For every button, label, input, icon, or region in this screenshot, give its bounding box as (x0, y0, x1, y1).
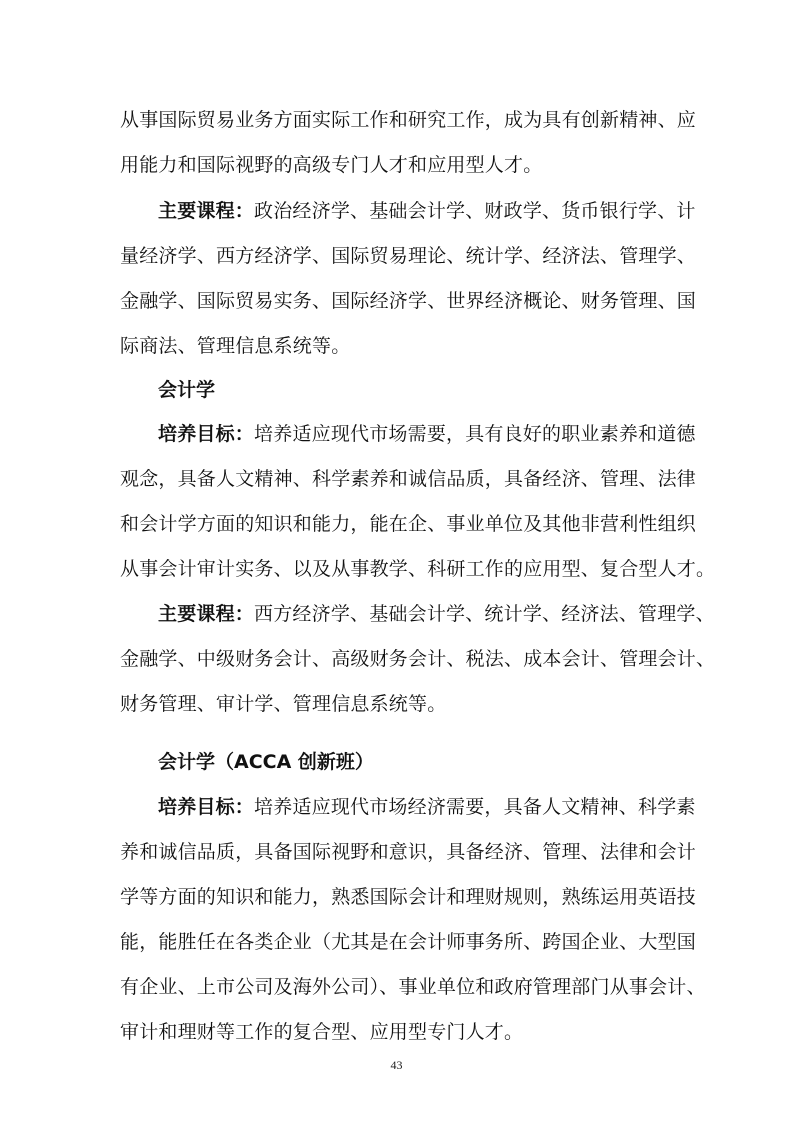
goal-text: 培养适应现代市场需要，具有良好的职业素养和道德 (254, 423, 696, 445)
goal-label: 培养目标： (158, 796, 255, 818)
section3-goal-line-6: 审计和理财等工作的复合型、应用型专门人才。 (120, 1021, 524, 1043)
courses-label: 主要课程： (158, 603, 255, 625)
courses-text: 西方经济学、基础会计学、统计学、经济法、管理学、 (254, 603, 715, 625)
section3-goal-line-4: 能，能胜任在各类企业（尤其是在会计师事务所、跨国企业、大型国 (120, 931, 697, 953)
section2-goal-line-1 (158, 422, 696, 446)
section1-courses-line-1 (158, 199, 696, 223)
section2-goal-line-2: 观念，具备人文精神、科学素养和诚信品质，具备经济、管理、法律 (120, 468, 697, 490)
goal-text: 培养适应现代市场经济需要，具备人文精神、科学素 (254, 796, 696, 818)
courses-label: 主要课程： (158, 200, 255, 222)
section1-courses-line-3: 金融学、国际贸易实务、国际经济学、世界经济概论、财务管理、国 (120, 290, 697, 312)
section3-goal-line-3: 学等方面的知识和能力，熟悉国际会计和理财规则，熟练运用英语技 (120, 886, 697, 908)
section2-courses-line-1 (158, 602, 715, 626)
section1-courses-line-4: 际商法、管理信息系统等。 (120, 335, 351, 357)
section2-goal-line-3: 和会计学方面的知识和能力，能在企、事业单位及其他非营利性组织 (120, 513, 697, 535)
goal-label: 培养目标： (158, 423, 255, 445)
section2-courses-line-3: 财务管理、审计学、管理信息系统等。 (120, 693, 447, 715)
page-number: 43 (390, 1058, 403, 1072)
section3-goal-line-1 (158, 795, 696, 819)
section1-line-2: 用能力和国际视野的高级专门人才和应用型人才。 (120, 154, 543, 176)
section3-goal-line-2: 养和诚信品质，具备国际视野和意识，具备经济、管理、法律和会计 (120, 841, 697, 863)
section2-goal-line-4: 从事会计审计实务、以及从事教学、科研工作的应用型、复合型人才。 (120, 558, 716, 580)
section2-heading: 会计学 (158, 379, 216, 401)
section1-courses-line-2: 量经济学、西方经济学、国际贸易理论、统计学、经济法、管理学、 (120, 245, 697, 267)
section1-line-1: 从事国际贸易业务方面实际工作和研究工作，成为具有创新精神、应 (120, 109, 697, 131)
section2-courses-line-2: 金融学、中级财务会计、高级财务会计、税法、成本会计、管理会计、 (120, 648, 716, 670)
courses-text: 政治经济学、基础会计学、财政学、货币银行学、计 (254, 200, 696, 222)
section3-heading: 会计学（ACCA 创新班） (158, 751, 374, 773)
section3-goal-line-5: 有企业、上市公司及海外公司）、事业单位和政府管理部门从事会计、 (120, 976, 706, 998)
